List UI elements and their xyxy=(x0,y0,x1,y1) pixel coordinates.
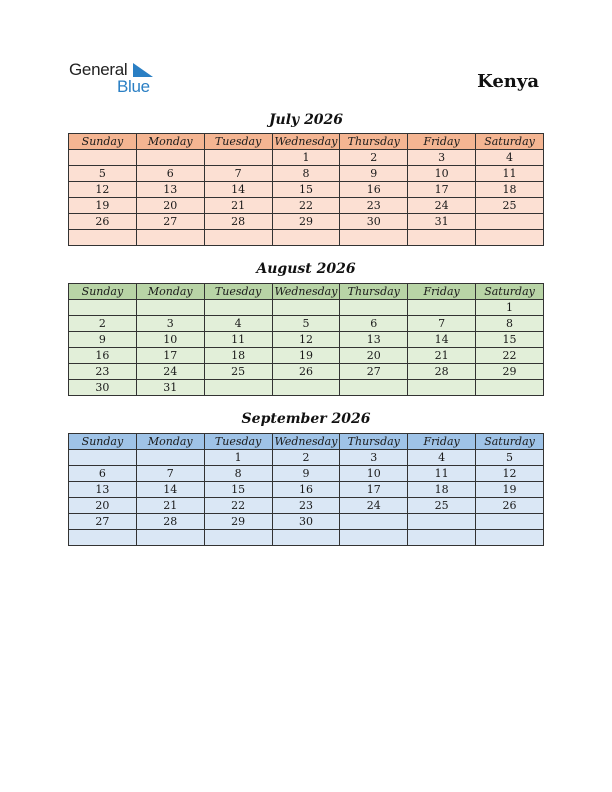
day-cell xyxy=(476,514,544,530)
day-cell: 14 xyxy=(408,332,476,348)
day-cell: 17 xyxy=(136,348,204,364)
day-cell xyxy=(340,230,408,246)
day-cell: 24 xyxy=(340,498,408,514)
day-cell: 21 xyxy=(204,198,272,214)
day-cell: 14 xyxy=(204,182,272,198)
week-row xyxy=(69,300,544,316)
weekday-sunday: Sunday xyxy=(69,134,137,150)
calendar-july xyxy=(68,133,544,246)
day-cell xyxy=(476,230,544,246)
day-cell: 24 xyxy=(408,198,476,214)
weekday-thursday: Thursday xyxy=(340,284,408,300)
day-cell: 18 xyxy=(476,182,544,198)
day-cell: 13 xyxy=(136,182,204,198)
day-cell: 20 xyxy=(340,348,408,364)
day-cell: 16 xyxy=(272,482,340,498)
day-cell: 18 xyxy=(204,348,272,364)
day-cell: 18 xyxy=(408,482,476,498)
day-cell: 25 xyxy=(476,198,544,214)
month-title-august: August 2026 xyxy=(256,261,356,277)
day-cell: 3 xyxy=(408,150,476,166)
logo-text-blue: Blue xyxy=(117,77,150,96)
day-cell: 22 xyxy=(272,198,340,214)
day-cell xyxy=(476,530,544,546)
day-cell: 7 xyxy=(204,166,272,182)
week-row xyxy=(69,198,544,214)
day-cell: 15 xyxy=(476,332,544,348)
weekday-monday: Monday xyxy=(136,284,204,300)
week-row xyxy=(69,450,544,466)
day-cell: 29 xyxy=(272,214,340,230)
weekday-header-row xyxy=(69,284,544,300)
week-row xyxy=(69,482,544,498)
week-row xyxy=(69,166,544,182)
month-title-september: September 2026 xyxy=(241,411,371,427)
day-cell: 16 xyxy=(69,348,137,364)
day-cell: 28 xyxy=(408,364,476,380)
day-cell: 22 xyxy=(476,348,544,364)
day-cell xyxy=(408,514,476,530)
weekday-wednesday: Wednesday xyxy=(272,134,340,150)
week-row xyxy=(69,380,544,396)
day-cell: 5 xyxy=(69,166,137,182)
day-cell: 11 xyxy=(476,166,544,182)
week-row xyxy=(69,214,544,230)
day-cell: 2 xyxy=(69,316,137,332)
day-cell: 16 xyxy=(340,182,408,198)
day-cell: 6 xyxy=(69,466,137,482)
day-cell: 27 xyxy=(69,514,137,530)
day-cell xyxy=(136,530,204,546)
day-cell: 28 xyxy=(204,214,272,230)
day-cell xyxy=(69,530,137,546)
brand-logo xyxy=(69,60,169,96)
day-cell: 28 xyxy=(136,514,204,530)
week-row xyxy=(69,466,544,482)
weekday-wednesday: Wednesday xyxy=(272,284,340,300)
day-cell: 11 xyxy=(408,466,476,482)
day-cell xyxy=(408,230,476,246)
day-cell: 5 xyxy=(476,450,544,466)
calendar-august xyxy=(68,283,544,396)
day-cell: 19 xyxy=(272,348,340,364)
day-cell: 20 xyxy=(69,498,137,514)
week-row xyxy=(69,316,544,332)
calendar-september xyxy=(68,433,544,546)
day-cell: 7 xyxy=(136,466,204,482)
day-cell: 10 xyxy=(408,166,476,182)
day-cell: 20 xyxy=(136,198,204,214)
day-cell: 13 xyxy=(340,332,408,348)
day-cell: 21 xyxy=(136,498,204,514)
weekday-thursday: Thursday xyxy=(340,134,408,150)
day-cell xyxy=(476,380,544,396)
weekday-friday: Friday xyxy=(408,434,476,450)
day-cell xyxy=(136,450,204,466)
day-cell: 22 xyxy=(204,498,272,514)
day-cell: 31 xyxy=(408,214,476,230)
day-cell: 29 xyxy=(476,364,544,380)
day-cell xyxy=(340,530,408,546)
day-cell xyxy=(136,230,204,246)
day-cell xyxy=(340,300,408,316)
weekday-tuesday: Tuesday xyxy=(204,134,272,150)
day-cell: 11 xyxy=(204,332,272,348)
day-cell xyxy=(69,450,137,466)
day-cell xyxy=(204,530,272,546)
day-cell: 17 xyxy=(340,482,408,498)
day-cell xyxy=(204,380,272,396)
day-cell: 10 xyxy=(340,466,408,482)
weekday-friday: Friday xyxy=(408,134,476,150)
day-cell: 1 xyxy=(476,300,544,316)
day-cell: 25 xyxy=(204,364,272,380)
day-cell: 4 xyxy=(476,150,544,166)
day-cell: 30 xyxy=(272,514,340,530)
day-cell: 23 xyxy=(340,198,408,214)
day-cell: 12 xyxy=(476,466,544,482)
day-cell xyxy=(204,230,272,246)
day-cell: 27 xyxy=(340,364,408,380)
weekday-wednesday: Wednesday xyxy=(272,434,340,450)
week-row xyxy=(69,498,544,514)
day-cell: 8 xyxy=(272,166,340,182)
week-row xyxy=(69,182,544,198)
week-row xyxy=(69,530,544,546)
logo-text-general: General xyxy=(69,60,128,79)
day-cell: 8 xyxy=(204,466,272,482)
day-cell: 10 xyxy=(136,332,204,348)
day-cell: 24 xyxy=(136,364,204,380)
weekday-header-row xyxy=(69,134,544,150)
day-cell: 6 xyxy=(340,316,408,332)
day-cell: 7 xyxy=(408,316,476,332)
day-cell xyxy=(340,514,408,530)
day-cell: 2 xyxy=(272,450,340,466)
week-row xyxy=(69,230,544,246)
week-row xyxy=(69,348,544,364)
day-cell xyxy=(272,530,340,546)
day-cell xyxy=(69,300,137,316)
weekday-monday: Monday xyxy=(136,134,204,150)
day-cell: 13 xyxy=(69,482,137,498)
day-cell: 14 xyxy=(136,482,204,498)
country-name: Kenya xyxy=(477,71,539,92)
day-cell: 3 xyxy=(340,450,408,466)
weekday-saturday: Saturday xyxy=(476,284,544,300)
weekday-sunday: Sunday xyxy=(69,434,137,450)
day-cell xyxy=(272,230,340,246)
day-cell: 29 xyxy=(204,514,272,530)
day-cell: 19 xyxy=(69,198,137,214)
day-cell: 4 xyxy=(408,450,476,466)
weekday-header-row xyxy=(69,434,544,450)
day-cell: 25 xyxy=(408,498,476,514)
day-cell: 9 xyxy=(340,166,408,182)
day-cell: 26 xyxy=(476,498,544,514)
day-cell: 30 xyxy=(69,380,137,396)
day-cell xyxy=(272,300,340,316)
week-row xyxy=(69,332,544,348)
day-cell: 19 xyxy=(476,482,544,498)
weekday-saturday: Saturday xyxy=(476,134,544,150)
day-cell xyxy=(408,300,476,316)
weekday-saturday: Saturday xyxy=(476,434,544,450)
day-cell xyxy=(272,380,340,396)
day-cell xyxy=(408,530,476,546)
week-row xyxy=(69,150,544,166)
day-cell xyxy=(204,300,272,316)
day-cell xyxy=(136,150,204,166)
day-cell: 15 xyxy=(272,182,340,198)
day-cell: 1 xyxy=(204,450,272,466)
week-row xyxy=(69,364,544,380)
day-cell: 6 xyxy=(136,166,204,182)
day-cell: 9 xyxy=(272,466,340,482)
day-cell: 4 xyxy=(204,316,272,332)
day-cell xyxy=(69,230,137,246)
logo-triangle-icon xyxy=(133,63,153,77)
day-cell xyxy=(476,214,544,230)
weekday-thursday: Thursday xyxy=(340,434,408,450)
month-title-july: July 2026 xyxy=(268,112,344,128)
day-cell xyxy=(408,380,476,396)
day-cell: 15 xyxy=(204,482,272,498)
day-cell: 1 xyxy=(272,150,340,166)
day-cell: 27 xyxy=(136,214,204,230)
week-row xyxy=(69,514,544,530)
day-cell: 3 xyxy=(136,316,204,332)
day-cell: 12 xyxy=(69,182,137,198)
day-cell: 26 xyxy=(272,364,340,380)
day-cell: 21 xyxy=(408,348,476,364)
weekday-tuesday: Tuesday xyxy=(204,284,272,300)
day-cell: 23 xyxy=(272,498,340,514)
day-cell: 9 xyxy=(69,332,137,348)
day-cell: 8 xyxy=(476,316,544,332)
day-cell xyxy=(340,380,408,396)
day-cell: 26 xyxy=(69,214,137,230)
day-cell: 30 xyxy=(340,214,408,230)
day-cell: 2 xyxy=(340,150,408,166)
day-cell xyxy=(204,150,272,166)
weekday-friday: Friday xyxy=(408,284,476,300)
day-cell xyxy=(136,300,204,316)
day-cell: 23 xyxy=(69,364,137,380)
day-cell: 17 xyxy=(408,182,476,198)
day-cell: 12 xyxy=(272,332,340,348)
day-cell: 31 xyxy=(136,380,204,396)
weekday-tuesday: Tuesday xyxy=(204,434,272,450)
weekday-monday: Monday xyxy=(136,434,204,450)
weekday-sunday: Sunday xyxy=(69,284,137,300)
day-cell: 5 xyxy=(272,316,340,332)
day-cell xyxy=(69,150,137,166)
